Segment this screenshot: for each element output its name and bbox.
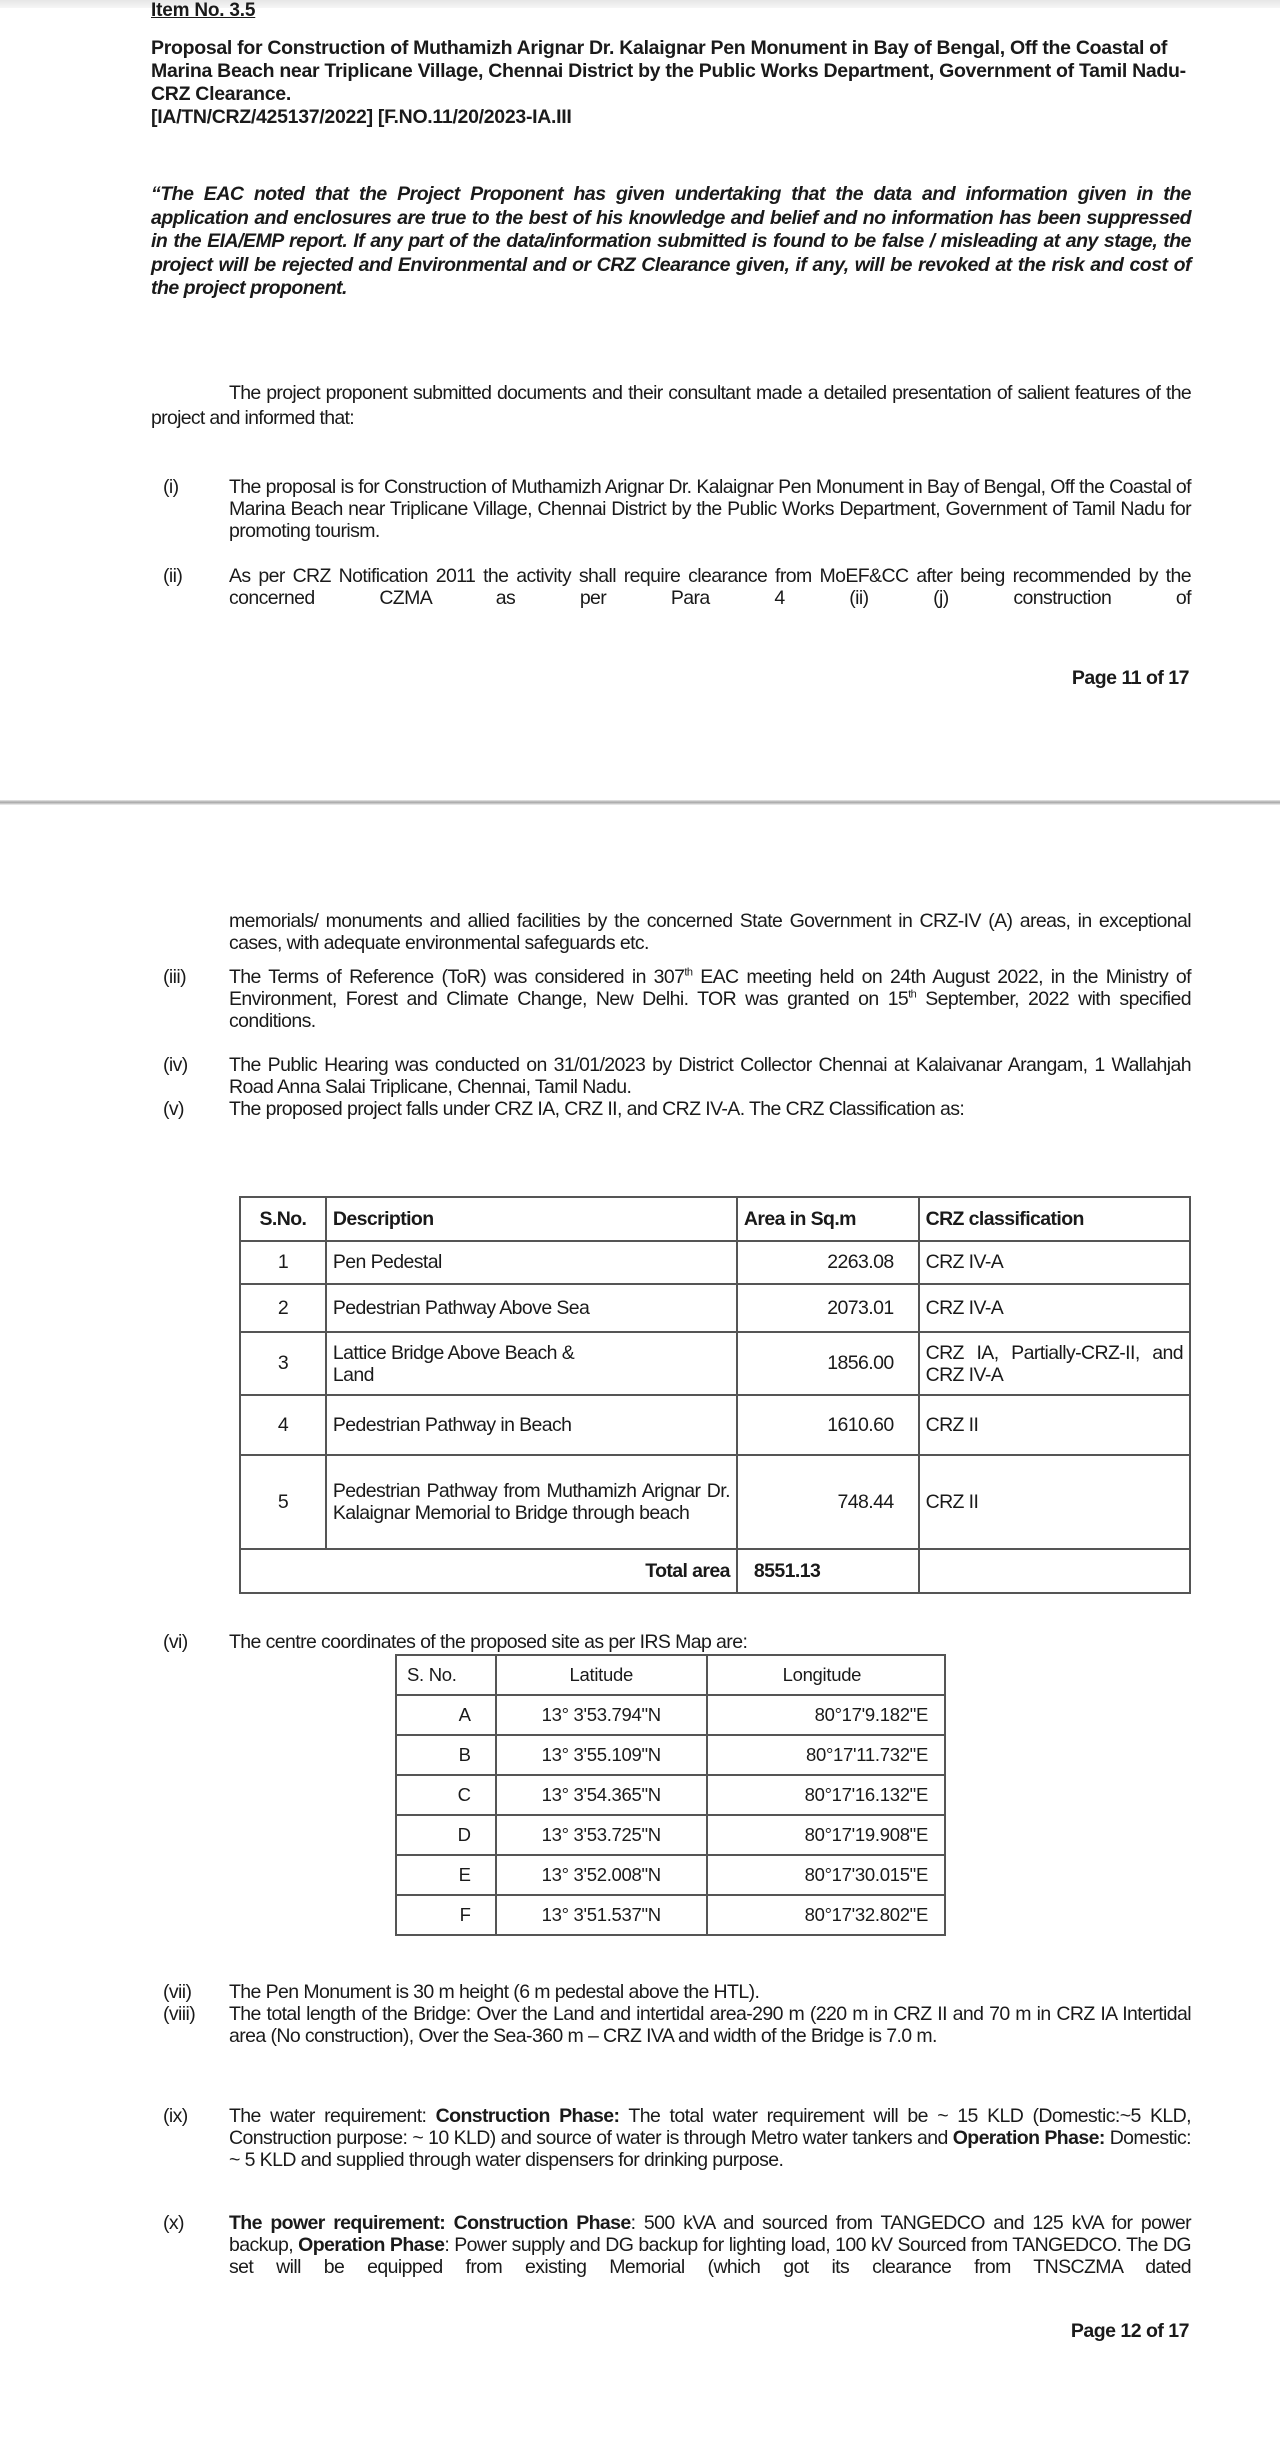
cell-point-id: B	[396, 1735, 496, 1775]
cell-description: Pen Pedestal	[326, 1241, 737, 1284]
proposal-reference: [IA/TN/CRZ/425137/2022] [F.NO.11/20/2023-IA.III	[151, 106, 572, 128]
cell-crz: CRZ IV-A	[919, 1241, 1190, 1284]
cell-description: Pedestrian Pathway from Muthamizh Arignar Dr. Kalaignar Memorial to Bridge through beach	[326, 1455, 737, 1549]
list-text: The proposal is for Construction of Muthamizh Arignar Dr. Kalaignar Pen Monument in Bay of Bengal, Off the Coastal of Marina Beach near Triplicane Village, Chennai District by the Public Works Department, Government of Tamil Nadu for promoting tourism.	[229, 476, 1191, 542]
list-item-iii	[151, 966, 1191, 1032]
list-number: (ii)	[163, 565, 183, 587]
cell-point-id: F	[396, 1895, 496, 1935]
page-number: Page 11 of 17	[1071, 667, 1189, 689]
cell-longitude: 80°17'16.132"E	[707, 1775, 945, 1815]
list-text: The Public Hearing was conducted on 31/01/2023 by District Collector Chennai at Kalaivanar Arangam, 1 Wallahjah Road Anna Salai Triplicane, Chennai, Tamil Nadu.	[229, 1054, 1191, 1098]
bold-label: Operation Phase	[298, 2234, 445, 2256]
cell-latitude: 13° 3'51.537"N	[496, 1895, 707, 1935]
list-number: (viii)	[163, 2003, 196, 2025]
ordinal-suffix: th	[684, 966, 693, 979]
cell-latitude: 13° 3'53.794"N	[496, 1695, 707, 1735]
text-fragment: The water requirement:	[229, 2105, 436, 2127]
list-item-vi	[151, 1631, 1191, 1653]
cell-point-id: D	[396, 1815, 496, 1855]
column-header: CRZ classification	[919, 1197, 1190, 1241]
cell-sno: 5	[240, 1455, 326, 1549]
cell-point-id: E	[396, 1855, 496, 1895]
column-header: Longitude	[707, 1655, 945, 1695]
text-fragment: September, 2022 with specified conditions.	[229, 988, 1191, 1032]
cell-description: Pedestrian Pathway Above Sea	[326, 1284, 737, 1332]
text-fragment: Domestic: ~ 5 KLD and supplied through water dispensers for drinking purpose.	[229, 2127, 1191, 2171]
site-coordinates-table	[395, 1654, 946, 1936]
cell-longitude: 80°17'30.015"E	[707, 1855, 945, 1895]
list-item-iv	[151, 1054, 1191, 1098]
table-row	[240, 1332, 1190, 1395]
cell-longitude: 80°17'11.732"E	[707, 1735, 945, 1775]
cell-description: Lattice Bridge Above Beach & Land	[326, 1332, 737, 1395]
column-header: Latitude	[496, 1655, 707, 1695]
list-text: The centre coordinates of the proposed site as per IRS Map are:	[229, 1631, 748, 1653]
cell-sno: 2	[240, 1284, 326, 1332]
text-fragment: The Terms of Reference (ToR) was considered in 307	[229, 966, 685, 988]
cell-area: 1610.60	[737, 1395, 919, 1455]
cell-latitude: 13° 3'55.109"N	[496, 1735, 707, 1775]
list-number: (i)	[163, 476, 179, 498]
ordinal-suffix: th	[908, 988, 917, 1001]
cell-area: 2263.08	[737, 1241, 919, 1284]
table-row	[240, 1241, 1190, 1284]
list-number: (v)	[163, 1098, 184, 1120]
table-row	[396, 1735, 945, 1775]
text-fragment: The total water requirement will be ~ 15 KLD (Domestic:~5 KLD, Construction purpose: ~ 10 KLD) and source of water is through Metro water tankers and	[229, 2105, 1191, 2149]
list-number: (ix)	[163, 2105, 188, 2127]
table-row	[396, 1695, 945, 1735]
list-item-x	[151, 2212, 1191, 2278]
list-text	[229, 2105, 1191, 2171]
list-number: (vii)	[163, 1981, 192, 2003]
list-item-ix	[151, 2105, 1191, 2171]
list-text: As per CRZ Notification 2011 the activity shall require clearance from MoEF&CC after being recommended by the concerned CZMA as per Para 4 (ii) (j) construction of	[229, 565, 1191, 609]
cell-longitude: 80°17'9.182"E	[707, 1695, 945, 1735]
column-header: Description	[326, 1197, 737, 1241]
table-total-row	[240, 1549, 1190, 1593]
cell-crz: CRZ IV-A	[919, 1284, 1190, 1332]
table-header-row	[240, 1197, 1190, 1241]
text-fragment: : Power supply and DG backup for lighting load, 100 kV Sourced from TANGEDCO. The DG set will be equipped from existing Memorial (which got its clearance from TNSCZMA dated	[229, 2234, 1191, 2278]
text-fragment: EAC meeting held on 24th August 2022, in the Ministry of Environment, Forest and Climate Change, New Delhi. TOR was granted on 15	[229, 966, 1191, 1010]
list-text: The proposed project falls under CRZ IA, CRZ II, and CRZ IV-A. The CRZ Classification as:	[229, 1098, 965, 1120]
proposal-title-text: Proposal for Construction of Muthamizh Arignar Dr. Kalaignar Pen Monument in Bay of Bengal, Off the Coastal of Marina Beach near Triplicane Village, Chennai District by the Public Works Department, Government of Tamil Nadu-CRZ Clearance.	[151, 37, 1186, 105]
list-item-ii-continued	[151, 910, 1191, 954]
cell-area: 1856.00	[737, 1332, 919, 1395]
total-label: Total area	[240, 1549, 737, 1593]
table-row	[396, 1855, 945, 1895]
empty-cell	[919, 1549, 1190, 1593]
crz-classification-table	[239, 1196, 1191, 1594]
list-number: (iii)	[163, 966, 186, 988]
bold-label: Construction Phase:	[435, 2105, 620, 2127]
cell-area: 2073.01	[737, 1284, 919, 1332]
bold-label: Operation Phase:	[952, 2127, 1105, 2149]
list-text	[229, 2212, 1191, 2278]
list-text	[229, 966, 1191, 1032]
cell-latitude: 13° 3'54.365"N	[496, 1775, 707, 1815]
cell-latitude: 13° 3'53.725"N	[496, 1815, 707, 1855]
table-row	[240, 1455, 1190, 1549]
column-header: Area in Sq.m	[737, 1197, 919, 1241]
table-row	[396, 1775, 945, 1815]
list-number: (vi)	[163, 1631, 188, 1653]
table-row	[240, 1284, 1190, 1332]
column-header: S.No.	[240, 1197, 326, 1241]
list-text: The total length of the Bridge: Over the Land and intertidal area-290 m (220 m in CRZ II and 70 m in CRZ IA Intertidal area (No construction), Over the Sea-360 m – CRZ IVA and width of the Bridge is 7.0 m.	[229, 2003, 1191, 2047]
column-header: S. No.	[396, 1655, 496, 1695]
cell-crz: CRZ II	[919, 1455, 1190, 1549]
list-number: (x)	[163, 2212, 184, 2234]
total-value: 8551.13	[737, 1549, 919, 1593]
cell-crz: CRZ II	[919, 1395, 1190, 1455]
cell-crz: CRZ IA, Partially-CRZ-II, and CRZ IV-A	[919, 1332, 1190, 1395]
table-row	[240, 1395, 1190, 1455]
bold-label: The power requirement: Construction Phase	[229, 2212, 631, 2234]
list-text: The Pen Monument is 30 m height (6 m pedestal above the HTL).	[229, 1981, 760, 2003]
table-row	[396, 1895, 945, 1935]
intro-paragraph: The project proponent submitted documents and their consultant made a detailed presentation of salient features of the project and informed that:	[151, 382, 1191, 429]
cell-latitude: 13° 3'52.008"N	[496, 1855, 707, 1895]
list-number: (iv)	[163, 1054, 188, 1076]
list-item-vii	[151, 1981, 1191, 2003]
table-header-row	[396, 1655, 945, 1695]
cell-area: 748.44	[737, 1455, 919, 1549]
table-row	[396, 1815, 945, 1855]
eac-undertaking-quote: “The EAC noted that the Project Proponent has given undertaking that the data and information given in the application and enclosures are true to the best of his knowledge and belief and no information has been suppressed in the EIA/EMP report. If any part of the data/information submitted is found to be false / misleading at any stage, the project will be rejected and Environmental and or CRZ Clearance given, if any, will be revoked at the risk and cost of the project proponent.	[151, 183, 1191, 299]
cell-sno: 4	[240, 1395, 326, 1455]
cell-longitude: 80°17'19.908"E	[707, 1815, 945, 1855]
cell-point-id: C	[396, 1775, 496, 1815]
cell-longitude: 80°17'32.802"E	[707, 1895, 945, 1935]
page-number: Page 12 of 17	[1070, 2320, 1189, 2342]
list-text: memorials/ monuments and allied facilities by the concerned State Government in CRZ-IV (A) areas, in exceptional cases, with adequate environmental safeguards etc.	[229, 910, 1191, 954]
cell-sno: 1	[240, 1241, 326, 1284]
item-number-heading: Item No. 3.5	[151, 0, 256, 21]
list-item-v	[151, 1098, 1191, 1120]
cell-sno: 3	[240, 1332, 326, 1395]
cell-point-id: A	[396, 1695, 496, 1735]
list-item-viii	[151, 2003, 1191, 2047]
text-fragment: : 500 kVA and sourced from TANGEDCO and 125 kVA for power backup,	[229, 2212, 1191, 2256]
cell-description: Pedestrian Pathway in Beach	[326, 1395, 737, 1455]
